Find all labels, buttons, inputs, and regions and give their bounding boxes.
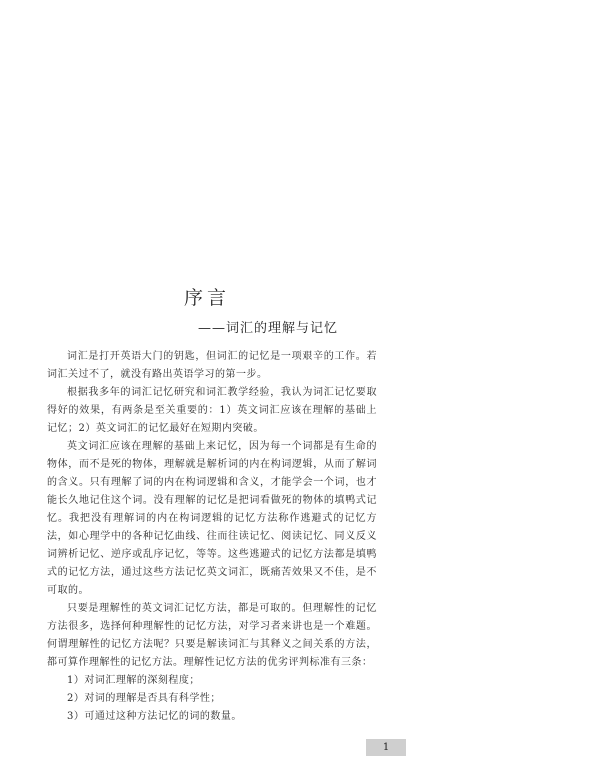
list-item: 2）对词的理解是否具有科学性；: [67, 693, 221, 704]
page-number: 1: [366, 739, 406, 756]
criteria-list: [47, 672, 377, 726]
preface-body: [47, 348, 377, 726]
list-item: 3）可通过这种方法记忆的词的数量。: [67, 711, 242, 722]
page-subtitle: ——词汇的理解与记忆: [198, 321, 339, 336]
page-title: 序言: [184, 287, 231, 309]
paragraph: 词汇是打开英语大门的钥匙，但词汇的记忆是一项艰辛的工作。若词汇关过不了，就没有路出英语学习的第一步。: [47, 351, 377, 380]
paragraph: 根据我多年的词汇记忆研究和词汇教学经验，我认为词汇记忆要取得好的效果，有两条是至关重要的：1）英文词汇应该在理解的基础上记忆；2）英文词汇的记忆最好在短期内突破。: [47, 387, 377, 434]
paragraph: 只要是理解性的英文词汇记忆方法，都是可取的。但理解性的记忆方法很多，选择何种理解性的记忆方法，对学习者来讲也是一个难题。何谓理解性的记忆方法呢？只要是解读词汇与其释义之间关系的方法，都可算作理解性的记忆方法。理解性记忆方法的优劣评判标准有三条：: [47, 603, 377, 668]
list-item: 1）对词汇理解的深刻程度；: [67, 675, 200, 686]
paragraph: 英文词汇应该在理解的基础上来记忆，因为每一个词都是有生命的物体，而不是死的物体，理解就是解析词的内在构词逻辑，从而了解词的含义。只有理解了词的内在构词逻辑和含义，才能学会一个词，也才能长久地记住这个词。没有理解的记忆是把词看做死的物体的填鸭式记忆。我把没有理解词的内在构词逻辑的记忆方法称作逃避式的记忆方法，如心理学中的各种记忆曲线、往而往读记忆、阅读记忆、同义反义词辨析记忆、逆序或乱序记忆，等等。这些逃避式的记忆方法都是填鸭式的记忆方法，通过这些方法记忆英文词汇，既痛苦效果又不佳，是不可取的。: [47, 441, 377, 596]
